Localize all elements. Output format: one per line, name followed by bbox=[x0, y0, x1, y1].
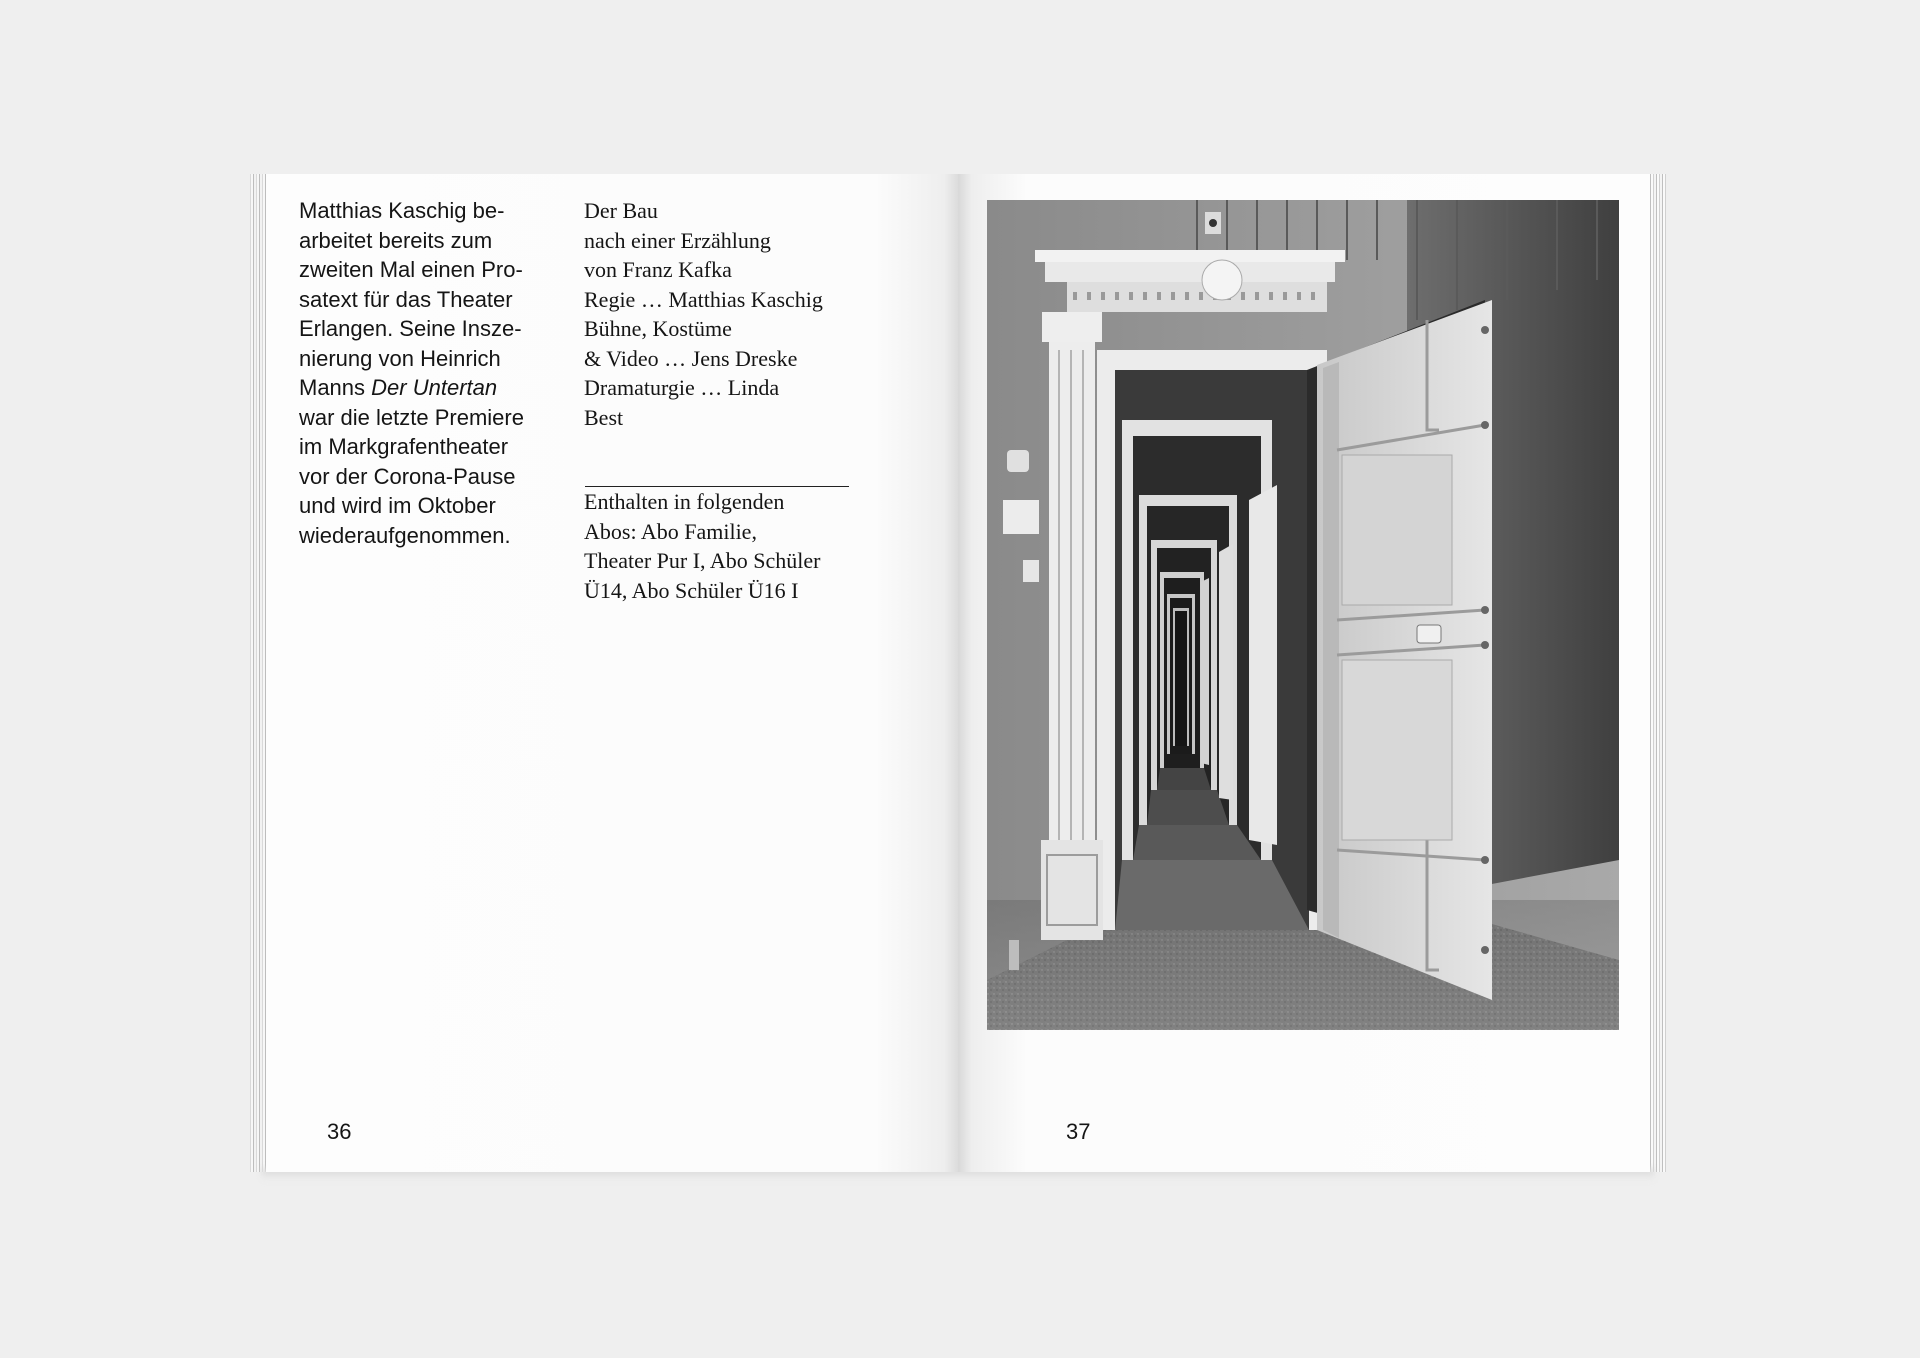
intro-paragraph bbox=[299, 196, 569, 550]
credits-line: Der Bau bbox=[584, 198, 658, 223]
page-stack-edge-right bbox=[1648, 174, 1666, 1172]
play-title: Der Untertan bbox=[371, 375, 498, 400]
intro-line: Matthias Kaschig be- bbox=[299, 198, 505, 223]
credits-line: Bühne, Kostüme bbox=[584, 316, 732, 341]
credits-line: & Video … Jens Dreske bbox=[584, 345, 798, 371]
credits-line: Dramaturgie … Linda bbox=[584, 375, 780, 400]
intro-line: satext für das Theater bbox=[299, 286, 513, 312]
intro-line: nierung von Heinrich bbox=[299, 345, 501, 371]
subscriptions-block bbox=[584, 487, 874, 605]
intro-line: war die letzte Premiere bbox=[299, 404, 524, 430]
credits-line: nach einer Erzählung bbox=[584, 227, 771, 253]
abos-line: Theater Pur I, Abo Schüler bbox=[584, 548, 821, 573]
credits-line: Regie … Matthias Kaschig bbox=[584, 286, 823, 312]
intro-text: Manns bbox=[299, 375, 372, 400]
intro-line: arbeitet bereits zum bbox=[299, 227, 493, 253]
intro-line bbox=[299, 373, 569, 403]
intro-line: und wird im Oktober bbox=[299, 493, 496, 518]
abos-line: Abos: Abo Familie, bbox=[584, 518, 757, 544]
page-stack-edge-left bbox=[250, 174, 266, 1172]
intro-line: vor der Corona-Pause bbox=[299, 463, 516, 489]
intro-line: zweiten Mal einen Pro- bbox=[299, 257, 523, 282]
intro-line: Erlangen. Seine Insze- bbox=[299, 316, 522, 341]
corridor-of-doors-photo bbox=[987, 200, 1619, 1030]
abos-line: Ü14, Abo Schüler Ü16 I bbox=[584, 577, 799, 603]
credits-line: von Franz Kafka bbox=[584, 257, 732, 282]
page-number-left: 36 bbox=[327, 1119, 352, 1144]
intro-line: wiederaufgenommen. bbox=[299, 522, 511, 548]
credits-line: Best bbox=[584, 404, 624, 430]
abos-line: Enthalten in folgenden bbox=[584, 489, 785, 514]
credits-block bbox=[584, 196, 864, 432]
intro-line: im Markgrafentheater bbox=[299, 434, 509, 459]
left-page bbox=[266, 174, 958, 1172]
page-number-right: 37 bbox=[1066, 1119, 1091, 1144]
right-page bbox=[958, 174, 1650, 1172]
